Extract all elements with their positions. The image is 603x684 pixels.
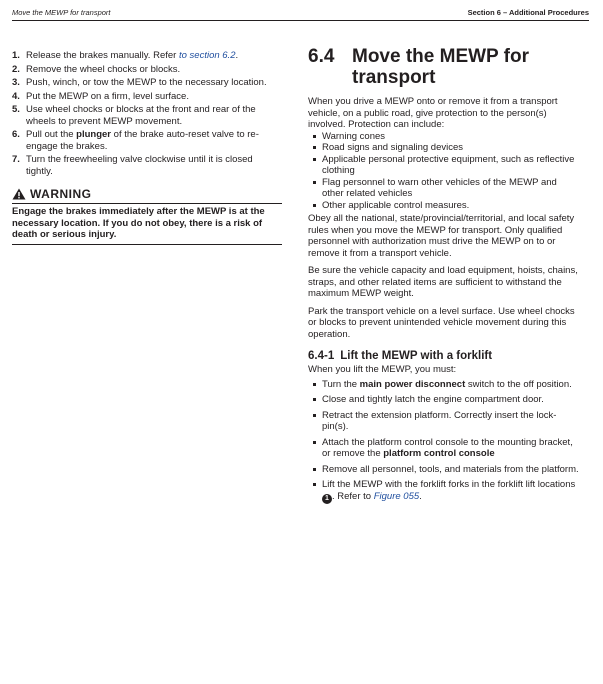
step-item: 2. Remove the wheel chocks or blocks. — [12, 63, 181, 75]
procedure-steps — [12, 50, 282, 177]
section-link[interactable]: to section 6.2 — [178, 50, 236, 61]
subsection-number: 6.4-1 — [308, 350, 335, 362]
paragraph: Obey all the national, state/provincial/territorial, and local safety rules when you move the MEWP for transport. Only qualified personnel with authorization must drive the MEWP on to or remove it from a transport vehicle. — [308, 213, 575, 259]
step-item: 4. Put the MEWP on a firm, level surface. — [12, 90, 189, 102]
list-item: Warning cones — [308, 131, 580, 143]
step-item: 6. Pull out the plunger of the brake auto-reset valve to re-engage the brakes. — [12, 129, 259, 152]
warning-text: Engage the brakes immediately after the MEWP is at the necessary location. If you do not obey, there is a risk of death or serious injury. — [12, 206, 282, 245]
list-item: Road signs and signaling devices — [308, 142, 580, 154]
paragraph: Park the transport vehicle on a level surface. Use wheel chocks or blocks to prevent unintended vehicle movement during this operation. — [308, 305, 575, 340]
list-item: Remove all personnel, tools, and materials from the platform. — [308, 464, 580, 476]
subsection-heading — [308, 350, 580, 362]
left-column — [12, 50, 282, 245]
list-item: Retract the extension platform. Correctly insert the lock-pin(s). — [308, 410, 580, 433]
list-item: Turn the main power disconnect switch to the off position. — [308, 379, 580, 391]
paragraph: Be sure the vehicle capacity and load equipment, hoists, chains, straps, and other related items are sufficient to withstand the maximum MEWP weight. — [308, 265, 578, 299]
list-item: Applicable personal protective equipment, such as reflective clothing — [308, 154, 580, 177]
page-header — [12, 4, 589, 21]
section-number: 6.4 — [308, 46, 335, 67]
figure-link[interactable]: Figure 055 — [373, 490, 420, 502]
header-left-title: Move the MEWP for transport — [12, 8, 111, 17]
step-item: 5. Use wheel chocks or blocks at the front and rear of the wheels to prevent MEWP movement. — [12, 104, 256, 127]
forklift-list — [308, 379, 580, 504]
section-heading — [308, 46, 580, 88]
section-intro: When you drive a MEWP onto or remove it from a transport vehicle, on a public road, give protection to the person(s) involved. Protection can include: — [308, 96, 558, 130]
warning-label: WARNING — [30, 187, 92, 201]
warning-triangle-icon — [12, 188, 26, 200]
list-item: Other applicable control measures. — [308, 200, 580, 212]
right-column — [308, 46, 580, 508]
subsection-title: Lift the MEWP with a forklift — [340, 350, 493, 362]
list-item: Close and tightly latch the engine compartment door. — [308, 394, 580, 406]
list-item: Attach the platform control console to the mounting bracket, or remove the platform control console — [308, 437, 580, 460]
section-title: Move the MEWP for transport — [352, 46, 529, 88]
protection-list — [308, 131, 580, 212]
list-item: Flag personnel to warn other vehicles of the MEWP and other related vehicles — [308, 177, 580, 200]
warning-header — [12, 187, 282, 204]
subsection-intro: When you lift the MEWP, you must: — [308, 364, 457, 375]
step-item: 1. Release the brakes manually. Refer to section 6.2. — [12, 50, 239, 61]
step-item: 3. Push, winch, or tow the MEWP to the necessary location. — [12, 77, 267, 88]
callout-number-icon: 1 — [322, 494, 332, 504]
header-section-title: Section 6 – Additional Procedures — [467, 8, 589, 17]
step-item: 7. Turn the freewheeling valve clockwise until it is closed tightly. — [12, 154, 253, 177]
list-item: Lift the MEWP with the forklift forks in the forklift lift locations 1 . Refer to Figure 055. — [308, 479, 580, 504]
